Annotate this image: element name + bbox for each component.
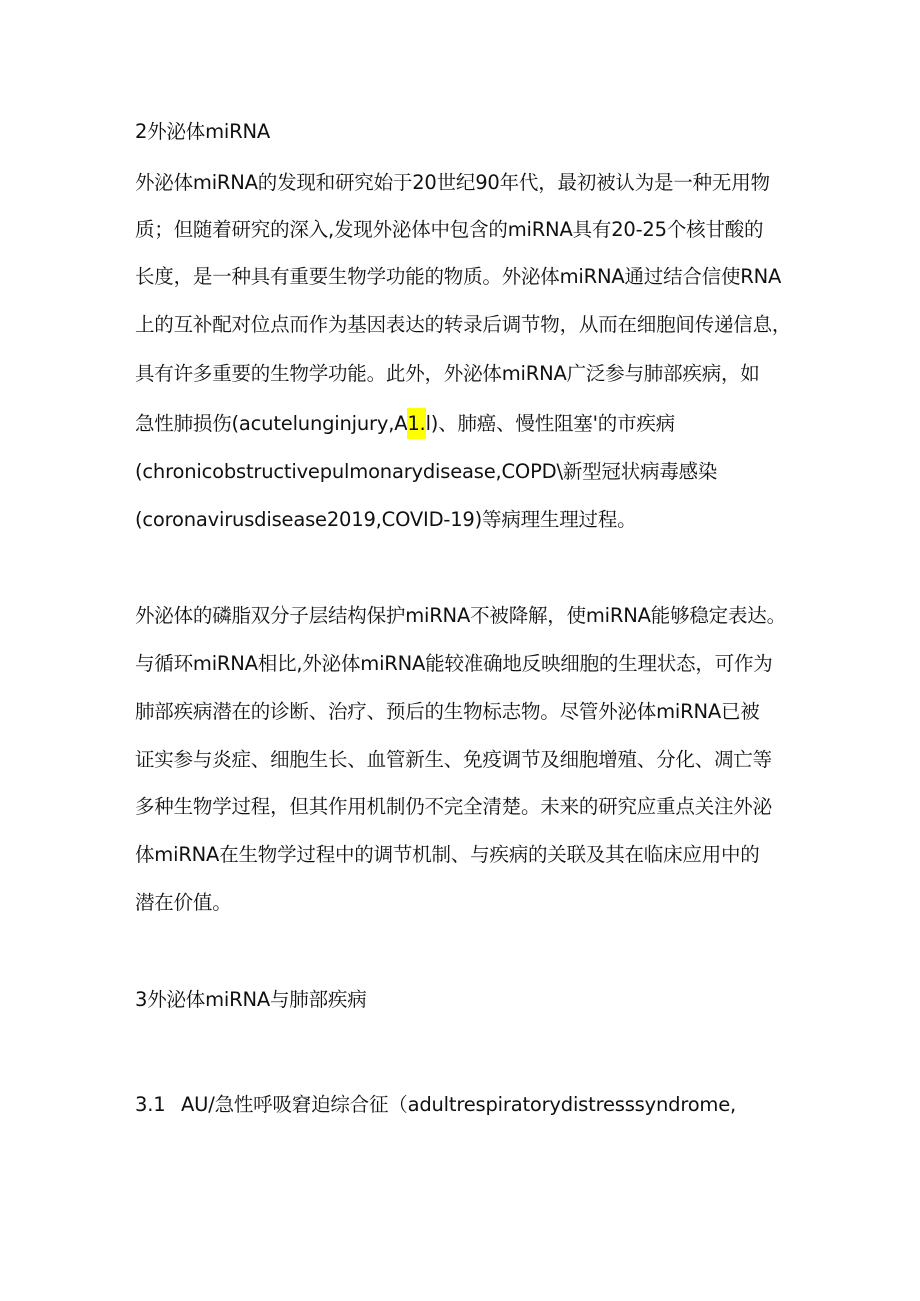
- paragraph-2-line-7: 潜在价值。: [135, 891, 232, 914]
- paragraph-1-line-7: (chronicobstructivepulmonarydisease,COPD\新型冠状病毒感染: [135, 460, 718, 483]
- paragraph-1-line-2: 质；但随着研究的深入,发现外泌体中包含的miRNA具有20-25个核甘酸的: [135, 218, 764, 241]
- paragraph-2-line-1: 外泌体的磷脂双分子层结构保护miRNA不被降解，使miRNA能够稳定表达。: [135, 604, 786, 627]
- subsection-number: 3.1: [135, 1093, 166, 1116]
- paragraph-2-line-3: 肺部疾病潜在的诊断、治疗、预后的生物标志物。尽管外泌体miRNA已被: [135, 700, 760, 723]
- paragraph-2-line-4: 证实参与炎症、细胞生长、血管新生、免疫调节及细胞增殖、分化、凋亡等: [135, 748, 772, 771]
- paragraph-2-line-6: 体miRNA在生物学过程中的调节机制、与疾病的关联及其在临床应用中的: [135, 843, 760, 866]
- paragraph-1-line-4: 上的互补配对位点而作为基因表达的转录后调节物，从而在细胞间传递信息，: [135, 313, 792, 336]
- section-heading-2: 2外泌体miRNA: [135, 120, 270, 143]
- paragraph-1-line-8: (coronavirusdisease2019,COVID-19)等病理生理过程。: [135, 508, 637, 531]
- paragraph-2-line-5: 多种生物学过程，但其作用机制仍不完全清楚。未来的研究应重点关注外泌: [135, 795, 772, 818]
- highlighted-text: 1.: [407, 408, 425, 439]
- line-6-before: 急性肺损伤(acutelunginjury,A: [135, 412, 408, 435]
- paragraph-1-line-6: [135, 409, 675, 439]
- subsection-title: AU/急性呼吸窘迫综合征（adultrespiratorydistresssyndrome,: [181, 1093, 737, 1116]
- paragraph-1-line-3: 长度，是一种具有重要生物学功能的物质。外泌体miRNA通过结合信使RNA: [135, 265, 782, 288]
- line-6-after: l)、肺癌、慢性阻塞'的市疾病: [425, 412, 675, 435]
- paragraph-2-line-2: 与循环miRNA相比,外泌体miRNA能较准确地反映细胞的生理状态，可作为: [135, 652, 773, 675]
- paragraph-1-line-5: 具有许多重要的生物学功能。此外，外泌体miRNA广泛参与肺部疾病，如: [135, 362, 760, 385]
- subsection-heading-3-1: [135, 1090, 736, 1120]
- paragraph-1-line-1: 外泌体miRNA的发现和研究始于20世纪90年代，最初被认为是一种无用物: [135, 171, 770, 194]
- section-heading-3: 3外泌体miRNA与肺部疾病: [135, 988, 367, 1011]
